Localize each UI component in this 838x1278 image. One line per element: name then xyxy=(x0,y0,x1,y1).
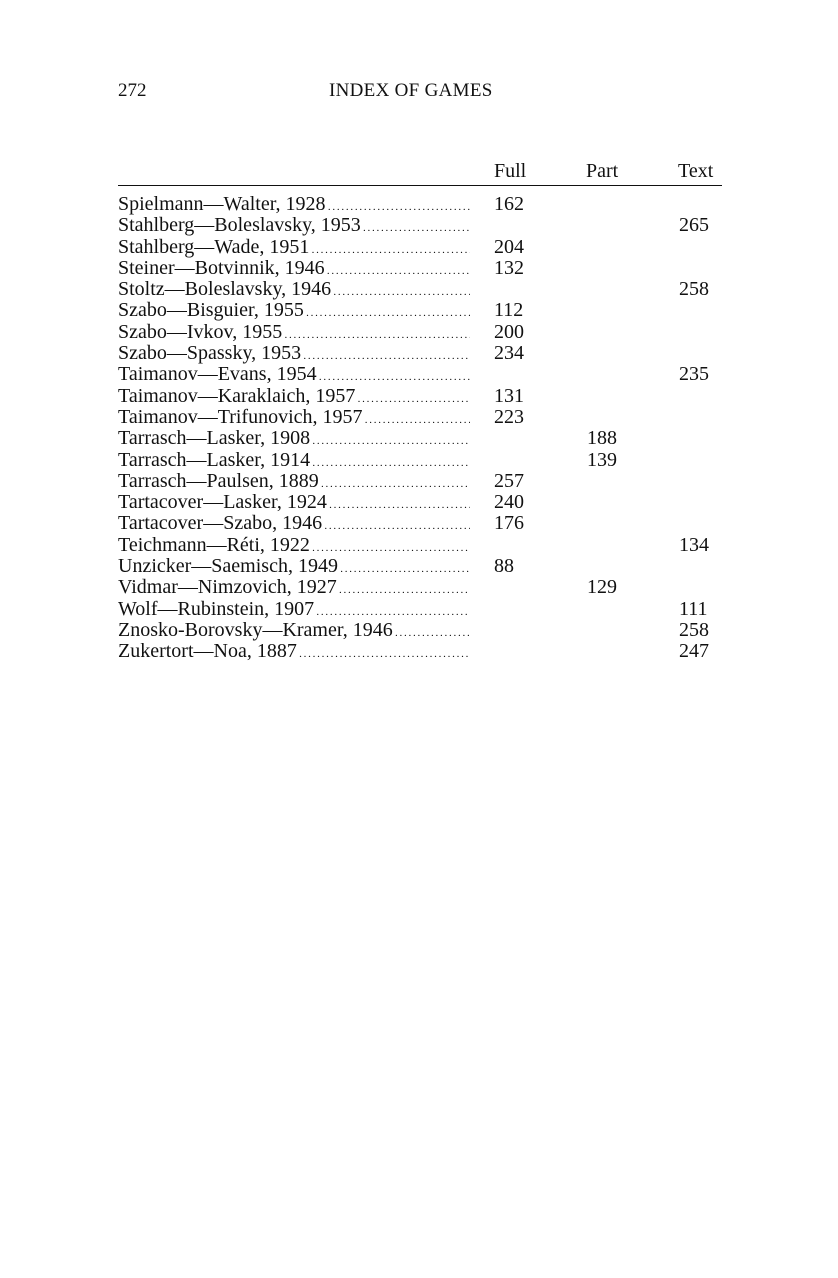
full-page: 132 xyxy=(494,256,524,279)
text-page: 258 xyxy=(679,618,709,641)
table-row xyxy=(118,471,722,492)
table-row xyxy=(118,599,722,620)
running-head: INDEX OF GAMES xyxy=(329,80,493,101)
table-row xyxy=(118,364,722,385)
table-row xyxy=(118,237,722,258)
page-number: 272 xyxy=(118,80,147,101)
table-row xyxy=(118,194,722,215)
table-row xyxy=(118,386,722,407)
full-page: 204 xyxy=(494,235,524,258)
full-page: 257 xyxy=(494,469,524,492)
game-name: Unzicker—Saemisch, 1949 . . . xyxy=(118,556,470,580)
part-page: 129 xyxy=(587,576,617,599)
table-row xyxy=(118,513,722,534)
table-row xyxy=(118,343,722,364)
column-header-part: Part xyxy=(586,160,619,182)
full-page: 176 xyxy=(494,512,524,535)
game-name: Taimanov—Evans, 1954 . . . xyxy=(118,364,470,388)
game-name: Teichmann—Réti, 1922 . . . xyxy=(118,535,470,559)
column-headers xyxy=(118,160,722,186)
text-page: 258 xyxy=(679,278,709,301)
table-row xyxy=(118,407,722,428)
game-name: Zukertort—Noa, 1887 . . . xyxy=(118,641,470,665)
table-row xyxy=(118,450,722,471)
index-rows xyxy=(118,194,722,663)
game-name: Stahlberg—Boleslavsky, 1953 . . . xyxy=(118,215,470,239)
table-row xyxy=(118,620,722,641)
part-page: 139 xyxy=(587,448,617,471)
table-row xyxy=(118,215,722,236)
game-name: Wolf—Rubinstein, 1907 . . . xyxy=(118,599,470,623)
table-row xyxy=(118,279,722,300)
header-rule xyxy=(118,185,722,186)
part-page: 188 xyxy=(587,427,617,450)
game-name: Vidmar—Nimzovich, 1927 . . . xyxy=(118,577,470,601)
text-page: 247 xyxy=(679,640,709,663)
column-header-text: Text xyxy=(678,160,714,182)
game-name: Taimanov—Trifunovich, 1957 . . . xyxy=(118,407,470,431)
table-row xyxy=(118,556,722,577)
table-row xyxy=(118,428,722,449)
game-name: Tarrasch—Paulsen, 1889 . . . xyxy=(118,471,470,495)
table-row xyxy=(118,322,722,343)
game-name: Szabo—Ivkov, 1955 . . . xyxy=(118,322,470,346)
full-page: 162 xyxy=(494,193,524,215)
game-name: Spielmann—Walter, 1928 . . . xyxy=(118,194,470,218)
text-page: 235 xyxy=(679,363,709,386)
table-row xyxy=(118,492,722,513)
full-page: 200 xyxy=(494,320,524,343)
table-row xyxy=(118,577,722,598)
game-name: Szabo—Bisguier, 1955 . . . xyxy=(118,300,470,324)
game-name: Steiner—Botvinnik, 1946 . . . xyxy=(118,258,470,282)
full-page: 112 xyxy=(494,299,524,322)
text-page: 111 xyxy=(679,597,708,620)
game-name: Taimanov—Karaklaich, 1957 . . . xyxy=(118,386,470,410)
table-row xyxy=(118,641,722,662)
full-page: 223 xyxy=(494,405,524,428)
page-header xyxy=(118,80,538,106)
full-page: 234 xyxy=(494,342,524,365)
full-page: 88 xyxy=(494,555,514,578)
index-table xyxy=(118,160,722,663)
game-name: Stahlberg—Wade, 1951 . . . xyxy=(118,237,470,261)
game-name: Tarrasch—Lasker, 1908 . . . xyxy=(118,428,470,452)
game-name: Szabo—Spassky, 1953 . . . xyxy=(118,343,470,367)
game-name: Tartacover—Szabo, 1946 . . . xyxy=(118,513,470,537)
table-row xyxy=(118,258,722,279)
game-name: Znosko-Borovsky—Kramer, 1946 . . . xyxy=(118,620,470,644)
text-page: 265 xyxy=(679,214,709,237)
game-name: Tartacover—Lasker, 1924 . . . xyxy=(118,492,470,516)
game-name: Stoltz—Boleslavsky, 1946 . . . xyxy=(118,279,470,303)
table-row xyxy=(118,535,722,556)
column-header-full: Full xyxy=(494,160,527,182)
game-name: Tarrasch—Lasker, 1914 . . . xyxy=(118,450,470,474)
full-page: 240 xyxy=(494,491,524,514)
text-page: 134 xyxy=(679,533,709,556)
table-row xyxy=(118,300,722,321)
full-page: 131 xyxy=(494,384,524,407)
